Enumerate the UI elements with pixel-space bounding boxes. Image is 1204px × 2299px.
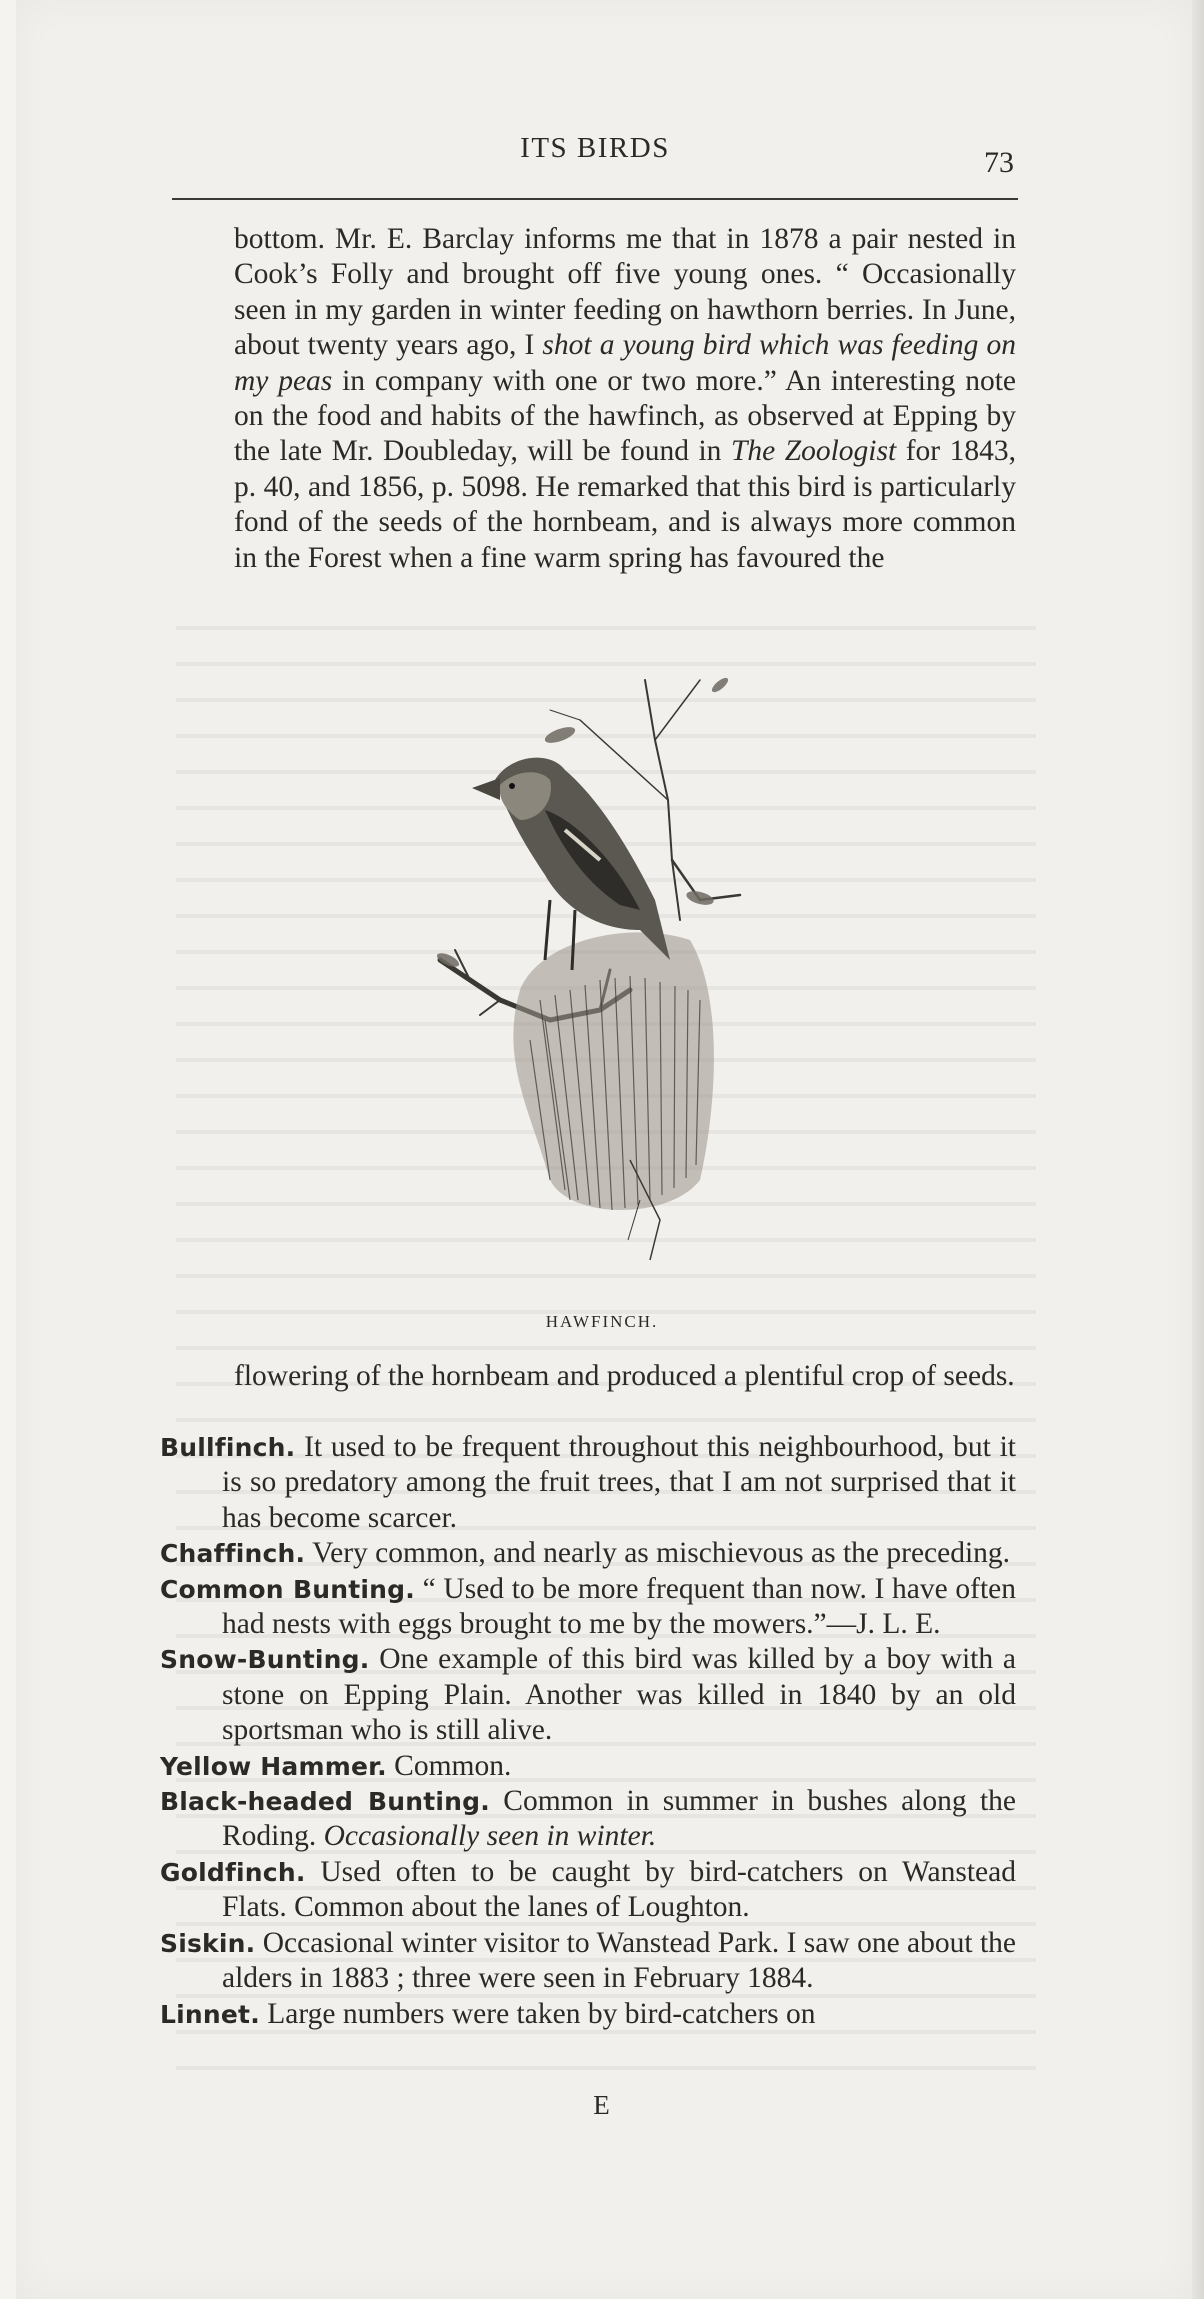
- signature-mark: E: [593, 2090, 611, 2120]
- species-text: Common in summer in bushes along the Roding.: [222, 1785, 1017, 1853]
- species-name: Black-headed Bunting.: [160, 1787, 490, 1817]
- list-item: [160, 1572, 1016, 1643]
- page-header: [172, 132, 1018, 182]
- species-text: Used often to be caught by bird-catchers on Wanstead Flats. Common about the lanes of Loughton.: [222, 1855, 1016, 1924]
- species-text: “ Used to be more frequent than now. I have often had nests with eggs brought to me by the mowers.”—J. L. E.: [222, 1572, 1016, 1641]
- italic-segment: shot a young bird which was feeding on my peas: [234, 329, 1016, 397]
- species-name: Common Bunting.: [160, 1574, 415, 1604]
- hawfinch-engraving: [400, 660, 780, 1290]
- journal-title: The Zoologist: [730, 435, 897, 468]
- species-text: Large numbers were taken by bird-catchers on: [259, 1997, 816, 2030]
- list-item: [160, 1749, 1016, 1784]
- species-name: Goldfinch.: [160, 1857, 306, 1887]
- list-item: [160, 1784, 1016, 1855]
- species-name: Chaffinch.: [160, 1539, 306, 1569]
- running-title: ITS BIRDS: [520, 132, 670, 164]
- species-name: Yellow Hammer.: [160, 1751, 387, 1781]
- list-item: [160, 1536, 1016, 1571]
- species-name: Linnet.: [160, 1999, 260, 2029]
- text-segment: in company with one or two more.” An interesting note on the food and habits of the hawfinch, as observed at Epping by the late Mr. Doubleday, will be found in: [234, 364, 1017, 468]
- list-item: [160, 1430, 1016, 1536]
- text-segment: bottom. Mr. E. Barclay informs me that in 1878 a pair nested in Cook’s Folly and brought off five young ones. “ Occasionally seen in my garden in winter feeding on hawthorn berries. In June, about twenty years ago, I: [234, 223, 1016, 362]
- page-edge: [1192, 0, 1204, 2299]
- list-item: [160, 1997, 1016, 2032]
- list-item: [160, 1926, 1016, 1997]
- species-text: Occasional winter visitor to Wanstead Park. I saw one about the alders in 1883 ; three were seen in February 1884.: [222, 1926, 1016, 1995]
- hawfinch-illustration: [400, 660, 780, 1290]
- species-name: Siskin.: [160, 1928, 256, 1958]
- figure-caption: HAWFINCH.: [545, 1312, 659, 1331]
- species-text-italic: Occasionally seen in winter.: [323, 1820, 657, 1853]
- page-number: 73: [984, 146, 1014, 179]
- species-name: Snow-Bunting.: [160, 1645, 370, 1675]
- text-segment: for 1843, p. 40, and 1856, p. 5098. He remarked that this bird is particularly fond of the seeds of the hornbeam, and is always more common in the Forest when a fine warm spring has favoured the: [234, 435, 1016, 574]
- paragraph-top: [234, 222, 1016, 576]
- species-name: Bullfinch.: [160, 1433, 296, 1462]
- paragraph-continued: flowering of the hornbeam and produced a plentiful crop of seeds.: [234, 1360, 1015, 1392]
- species-text: One example of this bird was killed by a boy with a stone on Epping Plain. Another was killed in 1840 by an old sportsman who is still alive.: [222, 1643, 1016, 1747]
- list-item: [160, 1642, 1016, 1748]
- species-list: [160, 1430, 1016, 2032]
- header-rule: [172, 198, 1018, 200]
- species-text: It used to be frequent throughout this neighbourhood, but it is so predatory among the fruit trees, that I am not surprised that it has become scarcer.: [222, 1431, 1016, 1534]
- species-text: Common.: [386, 1749, 512, 1782]
- list-item: [160, 1855, 1016, 1926]
- species-text: Very common, and nearly as mischievous as the preceding.: [305, 1537, 1011, 1570]
